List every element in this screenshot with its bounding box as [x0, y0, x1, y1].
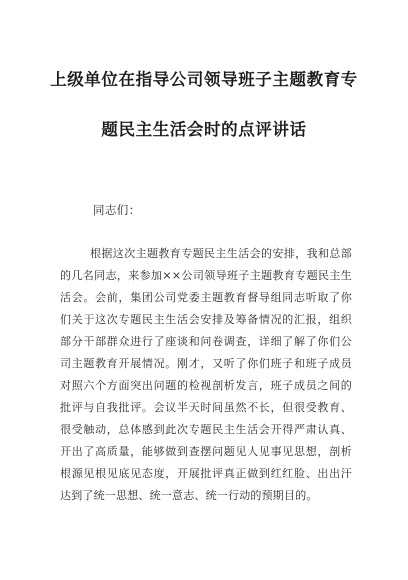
paragraph-line: 很受触动，总体感到此次专题民主生活会开得严肃认真、: [60, 423, 352, 436]
document-title-line-1: 上级单位在指导公司领导班子主题教育专: [50, 70, 358, 89]
paragraph-line: 部分干部群众进行了座谈和问卷调查，详细了解了你们公: [60, 335, 352, 348]
document-title-line-2: 题民主生活会时的点评讲话: [101, 120, 307, 139]
paragraph-line: 活会。会前，集团公司党委主题教育督导组同志听取了你: [60, 291, 352, 304]
paragraph-line: 司主题教育开展情况。刚才，又听了你们班子和班子成员: [60, 357, 352, 370]
paragraph-line: 根据这次主题教育专题民主生活会的安排，我和总部: [90, 247, 352, 260]
paragraph-line: 批评与自我批评。会议半天时间虽然不长，但很受教育、: [60, 401, 352, 414]
paragraph-line: 达到了统一思想、统一意志、统一行动的预期目的。: [60, 489, 318, 502]
paragraph-line: 们关于这次专题民主生活会安排及筹备情况的汇报，组织: [60, 313, 352, 326]
paragraph-line: 的几名同志，来参加××公司领导班子主题教育专题民主生: [60, 269, 352, 282]
salutation: 同志们：: [93, 203, 141, 217]
paragraph-line: 根源见根见底见态度，开展批评真正做到红红脸、出出汗: [60, 467, 352, 480]
paragraph-line: 对照六个方面突出问题的检视剖析发言，班子成员之间的: [60, 379, 352, 392]
paragraph-line: 开出了高质量，能够做到查摆问题见人见事见思想，剖析: [60, 445, 352, 458]
